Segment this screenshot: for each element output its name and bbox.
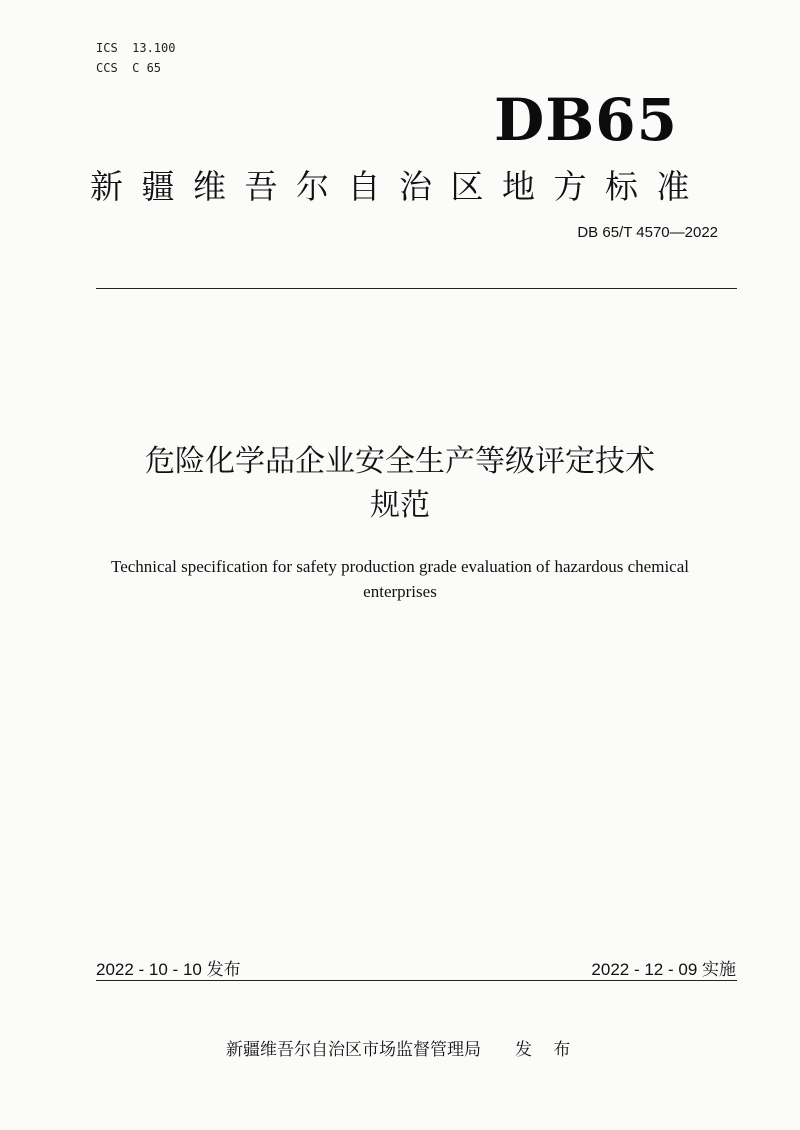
english-title-line-2: enterprises xyxy=(363,582,437,601)
top-divider xyxy=(96,288,737,289)
english-title-line-1: Technical specification for safety production grade evaluation of hazardous chemical xyxy=(111,557,689,576)
standard-type-heading: 新疆维吾尔自治区地方标准 xyxy=(90,167,708,206)
english-title xyxy=(60,554,740,604)
classification-codes xyxy=(96,38,175,78)
standard-code-mark: DB65 xyxy=(493,86,678,154)
chinese-title xyxy=(60,440,740,528)
chinese-title-line-2: 规范 xyxy=(370,488,430,523)
ics-code: ICS 13.100 xyxy=(96,41,176,55)
bottom-divider xyxy=(96,980,737,981)
publisher-action: 发 布 xyxy=(515,1040,579,1060)
implementation-date: 2022 - 12 - 09 实施 xyxy=(591,960,736,979)
publish-date: 2022 - 10 - 10 发布 xyxy=(96,960,241,979)
publisher-name: 新疆维吾尔自治区市场监督管理局 xyxy=(226,1040,481,1060)
publisher-line xyxy=(226,1035,578,1060)
standard-number: DB 65/T 4570—2022 xyxy=(577,224,718,241)
chinese-title-line-1: 危险化学品企业安全生产等级评定技术 xyxy=(145,444,655,479)
ccs-code: CCS C 65 xyxy=(96,61,162,75)
